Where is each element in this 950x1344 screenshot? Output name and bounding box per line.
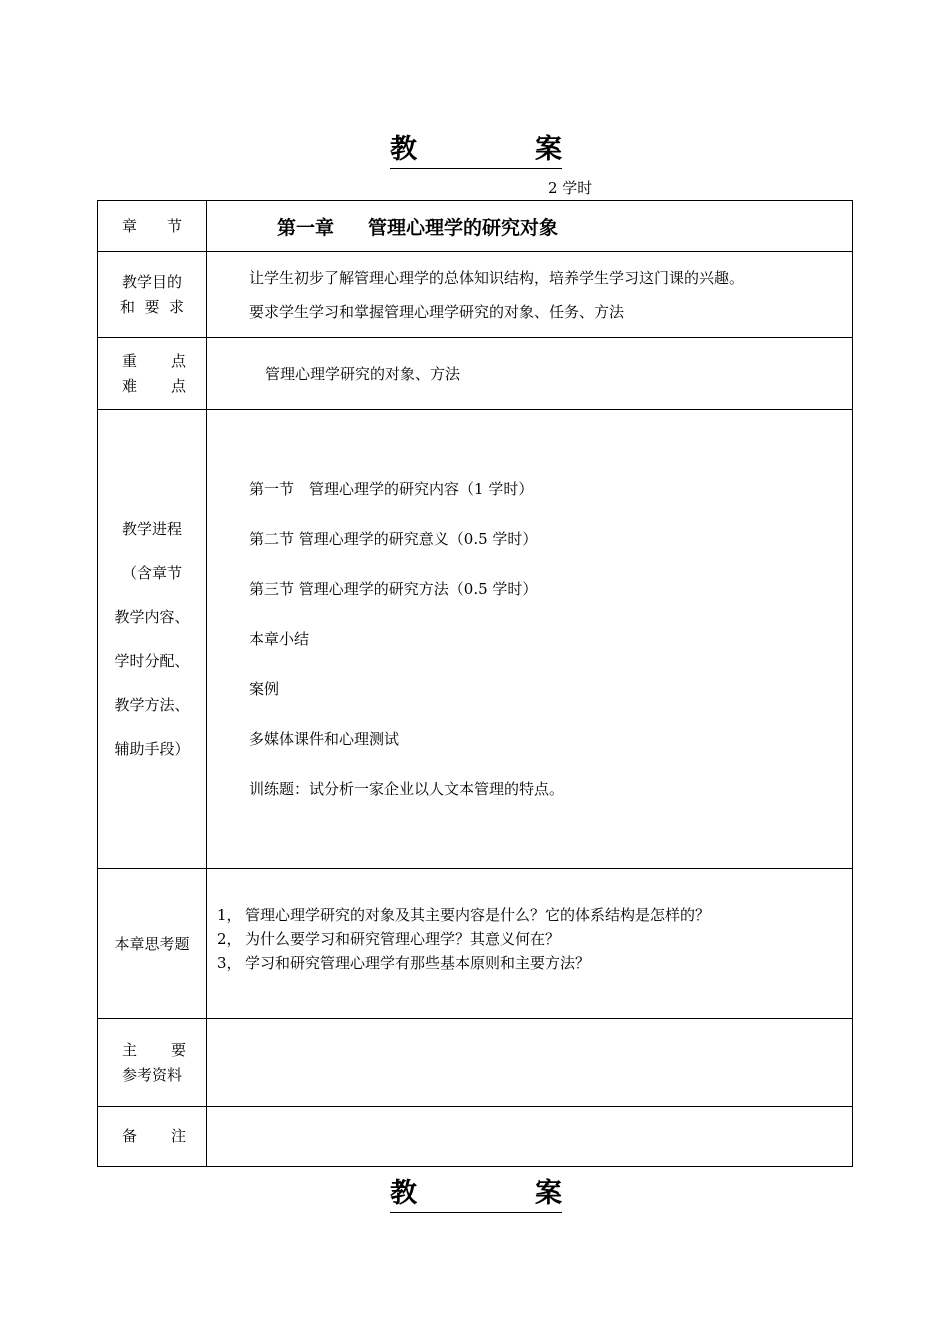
key-points-row	[98, 338, 853, 410]
process-item-case: 案例	[249, 680, 280, 698]
process-label-line-1: 教学进程	[121, 520, 182, 538]
objectives-content	[207, 252, 853, 338]
lesson-plan-table	[97, 200, 853, 1167]
objective-line-2: 要求学生学习和掌握管理心理学研究的对象、任务、方法	[249, 302, 625, 321]
question-number: 1，	[217, 905, 242, 924]
objectives-label-char-2: 要	[144, 297, 160, 316]
references-label-line-2: 参考资料	[121, 1065, 182, 1084]
document-title-char-2: 案	[535, 134, 562, 165]
question-item	[217, 903, 852, 927]
process-item-summary: 本章小结	[249, 630, 310, 648]
process-label-line-2: （含章节	[121, 564, 182, 582]
remarks-row	[98, 1107, 853, 1167]
chapter-number: 第一章	[277, 216, 335, 239]
process-item-section-3: 第三节 管理心理学的研究方法（0.5 学时）	[249, 580, 538, 598]
process-list	[207, 464, 852, 814]
document-title-char-1: 教	[390, 134, 417, 165]
question-item	[217, 951, 852, 975]
remarks-label	[98, 1107, 207, 1167]
next-page-title-char-2: 案	[535, 1178, 562, 1209]
references-label-char-1: 主	[122, 1040, 138, 1059]
key-points-label	[98, 338, 207, 410]
key-points-text: 管理心理学研究的对象、方法	[265, 365, 461, 383]
process-item-multimedia: 多媒体课件和心理测试	[249, 730, 400, 748]
class-hours: 2 学时	[548, 179, 593, 197]
questions-content	[207, 869, 853, 1019]
chapter-label-char-1: 章	[122, 216, 138, 235]
references-label-char-2: 要	[170, 1040, 186, 1059]
questions-label: 本章思考题	[98, 869, 207, 1019]
key-label-char-2: 点	[170, 351, 186, 370]
remarks-label-char-2: 注	[170, 1127, 186, 1145]
process-row	[98, 410, 853, 869]
chapter-title	[207, 213, 852, 240]
question-item	[217, 927, 852, 951]
key-label-char-1: 重	[122, 351, 138, 370]
process-label-line-5: 教学方法、	[114, 696, 190, 714]
question-number: 3，	[217, 953, 242, 972]
next-page-title-char-1: 教	[390, 1178, 417, 1209]
remarks-content	[207, 1107, 853, 1167]
objectives-label-char-1: 和	[120, 297, 136, 316]
objectives-label-line-1: 教学目的	[121, 272, 182, 291]
objectives-row	[98, 252, 853, 338]
process-item-section-2: 第二节 管理心理学的研究意义（0.5 学时）	[249, 530, 538, 548]
chapter-name: 管理心理学的研究对象	[368, 216, 559, 239]
question-text: 为什么要学习和研究管理心理学？其意义何在？	[245, 929, 561, 948]
key-points-content	[207, 338, 853, 410]
process-label-line-6: 辅助手段）	[114, 740, 190, 758]
chapter-row	[98, 201, 853, 252]
process-content	[207, 410, 853, 869]
chapter-label-char-2: 节	[166, 216, 182, 235]
chapter-label	[98, 201, 207, 252]
process-label-line-4: 学时分配、	[114, 652, 190, 670]
process-label	[98, 410, 207, 869]
question-number: 2，	[217, 929, 242, 948]
question-text: 管理心理学研究的对象及其主要内容是什么？它的体系结构是怎样的？	[245, 905, 711, 924]
remarks-label-char-1: 备	[122, 1127, 138, 1145]
chapter-title-cell	[207, 201, 853, 252]
difficulty-label-char-1: 难	[122, 376, 138, 395]
references-label	[98, 1019, 207, 1107]
process-label-line-3: 教学内容、	[114, 608, 190, 626]
next-page-title	[390, 1178, 562, 1213]
references-content	[207, 1019, 853, 1107]
questions-row	[98, 869, 853, 1019]
objective-line-1: 让学生初步了解管理心理学的总体知识结构，培养学生学习这门课的兴趣。	[249, 268, 745, 287]
process-item-section-1: 第一节 管理心理学的研究内容（1 学时）	[249, 480, 534, 498]
document-title	[390, 134, 562, 169]
references-row	[98, 1019, 853, 1107]
process-item-exercise: 训练题：试分析一家企业以人文本管理的特点。	[249, 780, 565, 798]
objectives-label	[98, 252, 207, 338]
difficulty-label-char-2: 点	[170, 376, 186, 395]
questions-list	[207, 903, 852, 975]
question-text: 学习和研究管理心理学有那些基本原则和主要方法？	[245, 953, 591, 972]
objectives-label-char-3: 求	[168, 297, 184, 316]
